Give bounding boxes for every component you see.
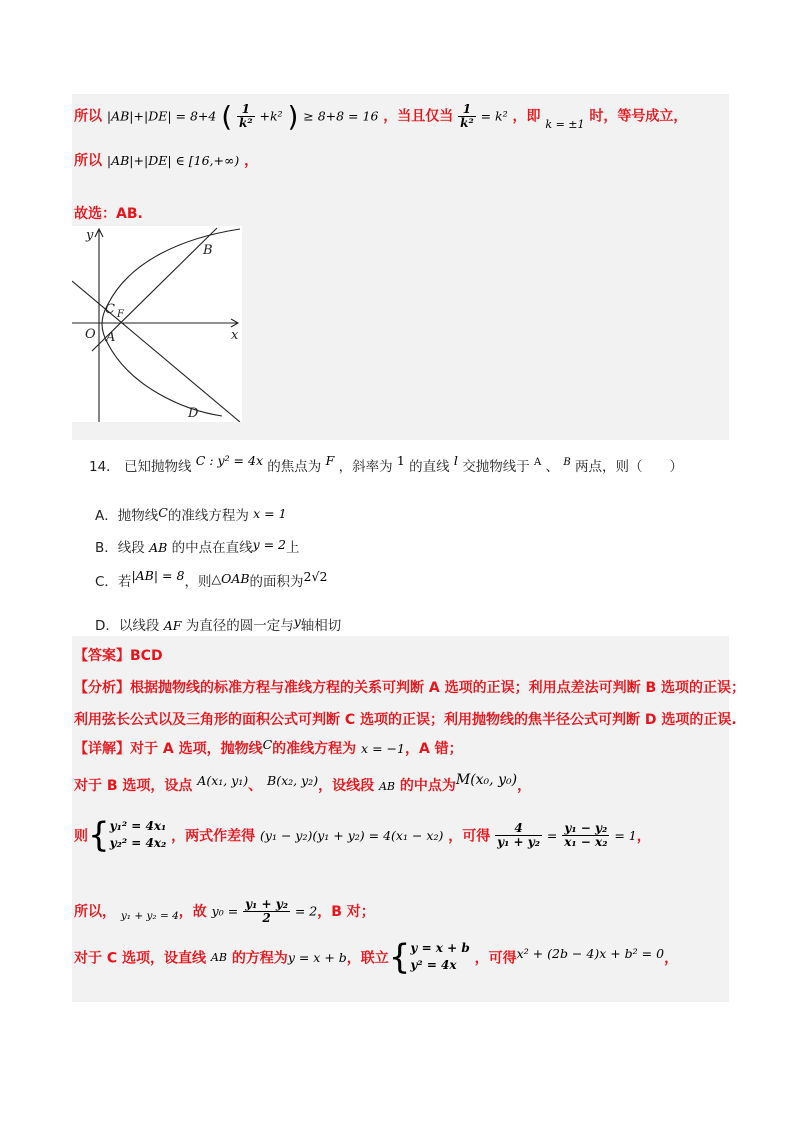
expr-C: C bbox=[262, 737, 273, 752]
expr-ge16: ≥ 8+8 = 16 bbox=[303, 108, 379, 124]
question-text: 两点，则（ ） bbox=[575, 459, 683, 475]
frac-cond bbox=[458, 103, 476, 129]
expr-x1: x = 1 bbox=[253, 506, 287, 521]
option-text: 轴相切 bbox=[300, 618, 342, 634]
expr-AB: AB bbox=[378, 780, 395, 793]
detail-text: ，可得 bbox=[474, 950, 517, 967]
expr-A: A bbox=[534, 457, 542, 468]
label-F: F bbox=[117, 309, 124, 320]
expr-eq-2: = 2 bbox=[294, 903, 318, 919]
frac-one-over-k2 bbox=[237, 103, 255, 129]
expr-point-M: M(x₀, y₀) bbox=[455, 772, 518, 788]
expr-AB-8: |AB| = 8 bbox=[131, 568, 185, 583]
frac-num: y₁ − y₂ bbox=[562, 822, 609, 836]
question-14 bbox=[89, 455, 683, 475]
text-suoyi: 所以 bbox=[74, 153, 102, 169]
answer-choice-line: 故选：AB. bbox=[74, 206, 143, 222]
expr-range: |AB|+|DE| ∈ [16,+∞) bbox=[106, 153, 240, 168]
option-text: 的面积为 bbox=[249, 574, 304, 590]
frac-den: x₁ − x₂ bbox=[564, 834, 608, 849]
expr-quadratic: x² + (2b − 4)x + b² = 0 bbox=[516, 945, 665, 961]
option-text: ，则 bbox=[184, 574, 212, 590]
option-D bbox=[95, 614, 341, 634]
label-C: C bbox=[105, 302, 115, 317]
option-text: B．线段 bbox=[95, 540, 145, 556]
system-1 bbox=[110, 818, 167, 853]
label-x: x bbox=[231, 328, 239, 343]
frac-den: 2 bbox=[262, 910, 271, 925]
option-text: 的准线方程为 bbox=[167, 508, 249, 524]
text-condition: ，当且仅当 bbox=[383, 108, 454, 125]
expr-x-neg1: x = −1 bbox=[361, 741, 405, 756]
option-B bbox=[95, 536, 300, 556]
question-text: 的直线 bbox=[409, 459, 450, 475]
label-O: O bbox=[85, 327, 96, 342]
frac-num: 1 bbox=[237, 103, 255, 117]
option-A bbox=[95, 504, 287, 524]
question-number: 14． bbox=[89, 459, 120, 475]
question-text: ，斜率为 bbox=[338, 459, 393, 475]
expr-cond-rhs: = k² bbox=[480, 108, 508, 124]
detail-text: ，A 错； bbox=[404, 741, 463, 757]
expr-AB: AB bbox=[149, 540, 168, 555]
expr-one: 1 bbox=[396, 453, 405, 468]
question-text: 已知抛物线 bbox=[123, 459, 192, 475]
detail-text: 的中点为 bbox=[399, 778, 456, 794]
detail-text: 【详解】对于 A 选项，抛物线 bbox=[74, 741, 263, 757]
option-C bbox=[95, 570, 327, 590]
expr-y0: y₀ = bbox=[211, 903, 239, 919]
detail-text: ，可得 bbox=[448, 828, 491, 845]
text-comma: ， bbox=[244, 153, 259, 169]
expr-eq-1: = 1 bbox=[614, 827, 637, 843]
detail-text: ，故 bbox=[178, 904, 207, 921]
label-D: D bbox=[188, 406, 199, 421]
expr-2sqrt2: 2√2 bbox=[303, 569, 328, 584]
question-text: 交抛物线于 bbox=[462, 459, 530, 475]
detail-line-1 bbox=[74, 738, 463, 758]
option-text: 为直径的圆一定与 bbox=[185, 618, 294, 634]
frac-num: 4 bbox=[495, 822, 542, 836]
paren-right: ) bbox=[287, 100, 299, 133]
expr-AF: AF bbox=[163, 618, 182, 633]
line-CD bbox=[72, 281, 240, 422]
question-text: 、 bbox=[545, 459, 560, 475]
expr-sum: |AB|+|DE| = 8+4 bbox=[106, 108, 217, 124]
frac-slope-1 bbox=[495, 822, 542, 848]
expr-triangle: △OAB bbox=[211, 571, 250, 586]
frac-slope-2 bbox=[562, 822, 609, 848]
expr-F: F bbox=[325, 453, 335, 468]
expr-line: y = x + b bbox=[287, 949, 347, 965]
detail-line-3 bbox=[74, 815, 651, 856]
label-B: B bbox=[203, 243, 213, 258]
detail-text: 的准线方程为 bbox=[272, 741, 357, 757]
expr-point-A: A(x₁, y₁) bbox=[197, 773, 249, 788]
detail-text: 所以， bbox=[74, 904, 116, 921]
analysis-line-2: 利用弦长公式以及三角形的面积公式可判断 C 选项的正误；利用抛物线的焦半径公式可判断 D 选项的正误. bbox=[74, 712, 737, 728]
text-ji: ，即 bbox=[512, 108, 541, 125]
frac-num: 1 bbox=[458, 103, 476, 117]
option-text: 的中点在直线 bbox=[171, 540, 253, 556]
detail-line-5 bbox=[74, 937, 679, 978]
detail-text: 对于 C 选项，设直线 bbox=[74, 950, 207, 967]
detail-text: ，B 对； bbox=[317, 904, 375, 921]
detail-text: ， bbox=[664, 950, 679, 967]
option-text: A．抛物线 bbox=[95, 508, 159, 524]
expr-plus-k2: +k² bbox=[259, 108, 283, 124]
option-text: D．以线段 bbox=[95, 618, 160, 634]
detail-text: 的方程为 bbox=[231, 950, 288, 967]
frac-den: y₁ + y₂ bbox=[497, 834, 540, 849]
detail-line-2 bbox=[74, 772, 532, 795]
parabola-figure bbox=[72, 226, 242, 422]
text-equal-holds: 时，等号成立， bbox=[589, 108, 688, 125]
expr-AB: AB bbox=[210, 950, 227, 964]
detail-text: ，联立 bbox=[346, 950, 389, 967]
equals: = bbox=[546, 827, 558, 843]
text-suoyi: 所以 bbox=[74, 108, 102, 125]
detail-line-4 bbox=[74, 898, 375, 924]
label-A: A bbox=[106, 330, 116, 345]
frac-den: k² bbox=[239, 116, 253, 130]
question-text: 的焦点为 bbox=[267, 459, 322, 475]
expr-sum-4: y₁ + y₂ = 4 bbox=[120, 910, 179, 923]
brace: { bbox=[388, 937, 411, 978]
answer-label: 【答案】BCD bbox=[74, 648, 163, 664]
frac-den: k² bbox=[460, 116, 474, 130]
detail-text: 则 bbox=[74, 828, 88, 845]
system-eq: y₂² = 4x₂ bbox=[109, 836, 167, 851]
detail-text: ，两式作差得 bbox=[171, 828, 256, 845]
expr-l: l bbox=[453, 453, 458, 468]
solution-line-2 bbox=[74, 150, 258, 170]
label-y: y bbox=[86, 228, 94, 243]
detail-text: ， bbox=[517, 778, 532, 794]
detail-text: 对于 B 选项，设点 bbox=[74, 778, 193, 794]
expr-B: B bbox=[563, 457, 571, 468]
parabola-graph bbox=[72, 226, 242, 422]
solution-line-1 bbox=[74, 100, 687, 133]
system-eq: y₁² = 4x₁ bbox=[109, 819, 167, 833]
option-text: 上 bbox=[286, 540, 300, 556]
system-2 bbox=[410, 940, 469, 975]
option-text: C．若 bbox=[95, 574, 132, 590]
expr-difference: (y₁ − y₂)(y₁ + y₂) = 4(x₁ − x₂) bbox=[260, 827, 444, 843]
analysis-line-1: 【分析】根据抛物线的标准方程与准线方程的关系可判断 A 选项的正误；利用点差法可判断 B 选项的正误； bbox=[74, 680, 745, 696]
detail-text: 、 bbox=[248, 778, 263, 794]
system-eq: y = x + b bbox=[410, 941, 470, 955]
brace: { bbox=[88, 815, 110, 856]
expr-point-B: B(x₂, y₂) bbox=[267, 773, 319, 788]
paren-left: ( bbox=[221, 100, 233, 133]
frac-num: y₁ + y₂ bbox=[245, 897, 288, 911]
detail-text: ，设线段 bbox=[318, 778, 375, 794]
expr-k: k = ±1 bbox=[545, 117, 585, 131]
expr-y2: y = 2 bbox=[252, 537, 287, 552]
detail-text: ， bbox=[636, 828, 651, 845]
frac-y0 bbox=[243, 898, 290, 924]
expr-y: y bbox=[293, 614, 301, 629]
expr-parabola: C : y² = 4x bbox=[195, 453, 263, 468]
system-eq: y² = 4x bbox=[410, 958, 457, 973]
expr-C: C bbox=[158, 505, 168, 520]
